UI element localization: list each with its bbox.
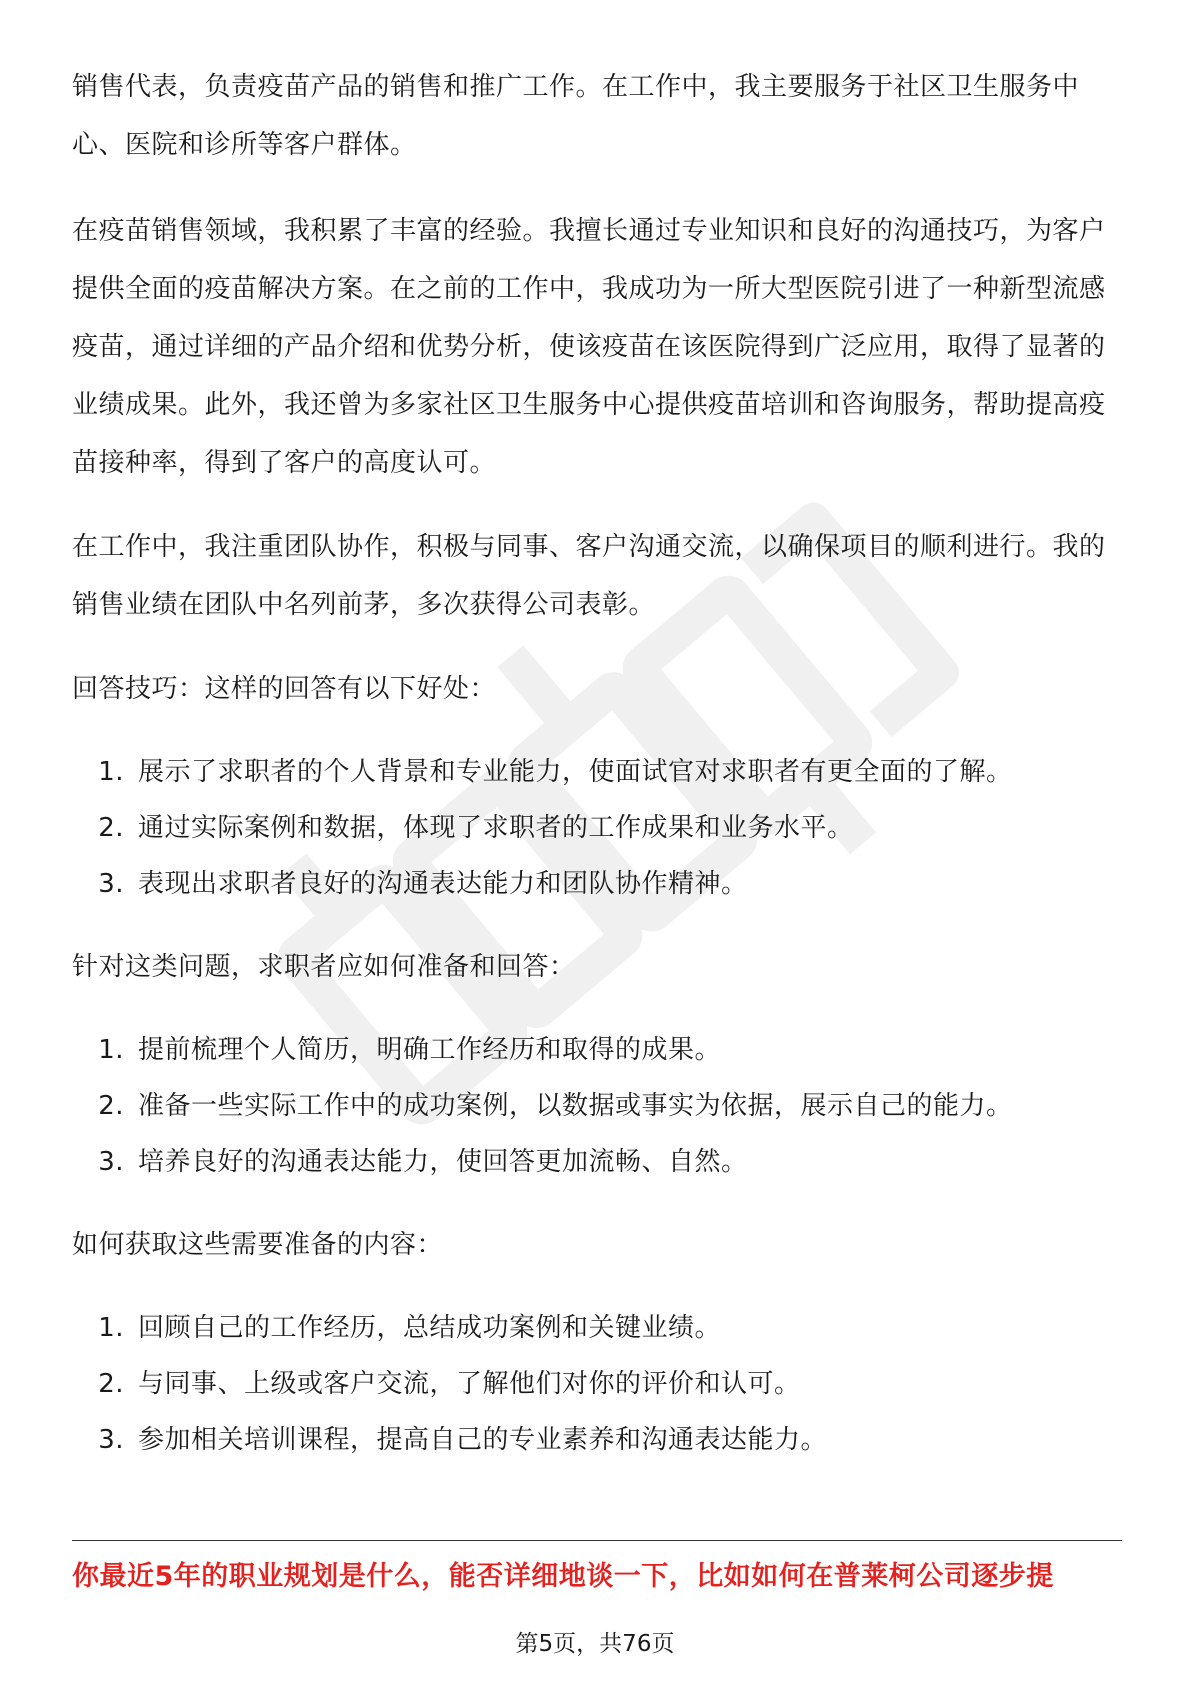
list-item: 3. 参加相关培训课程，提高自己的专业素养和沟通表达能力。 — [98, 1425, 828, 1455]
prep-heading: 针对这类问题，求职者应如何准备和回答： — [72, 952, 576, 982]
section-divider — [72, 1540, 1122, 1541]
intro-paragraph: 销售代表，负责疫苗产品的销售和推广工作。在工作中，我主要服务于社区卫生服务中心、医院和诊所等客户群体。 — [72, 72, 1080, 160]
list-item: 1. 展示了求职者的个人背景和专业能力，使面试官对求职者有更全面的了解。 — [98, 757, 1013, 787]
experience-paragraph: 在疫苗销售领域，我积累了丰富的经验。我擅长通过专业知识和良好的沟通技巧，为客户提供全面的疫苗解决方案。在之前的工作中，我成功为一所大型医院引进了一种新型流感疫苗，通过详细的产品介绍和优势分析，使该疫苗在该医院得到广泛应用，取得了显著的业绩成果。此外，我还曾为多家社区卫生服务中心提供疫苗培训和咨询服务，帮助提高疫苗接种率，得到了客户的高度认可。 — [72, 216, 1106, 478]
list-item: 3. 表现出求职者良好的沟通表达能力和团队协作精神。 — [98, 869, 748, 899]
next-question-heading: 你最近5年的职业规划是什么，能否详细地谈一下，比如如何在普莱柯公司逐步提 — [72, 1561, 1054, 1592]
prep-list — [72, 1022, 1122, 1190]
list-item: 3. 培养良好的沟通表达能力，使回答更加流畅、自然。 — [98, 1147, 748, 1177]
teamwork-paragraph: 在工作中，我注重团队协作，积极与同事、客户沟通交流，以确保项目的顺利进行。我的销售业绩在团队中名列前茅，多次获得公司表彰。 — [72, 532, 1106, 620]
body-content — [72, 58, 1122, 1494]
list-item: 1. 提前梳理个人简历，明确工作经历和取得的成果。 — [98, 1035, 722, 1065]
page-number: 第5页，共76页 — [515, 1631, 675, 1657]
tips-heading: 回答技巧：这样的回答有以下好处： — [72, 674, 497, 704]
tips-list — [72, 744, 1122, 912]
list-item: 2. 准备一些实际工作中的成功案例，以数据或事实为依据，展示自己的能力。 — [98, 1091, 1013, 1121]
list-item: 2. 通过实际案例和数据，体现了求职者的工作成果和业务水平。 — [98, 813, 854, 843]
source-list — [72, 1300, 1122, 1468]
list-item: 2. 与同事、上级或客户交流，了解他们对你的评价和认可。 — [98, 1369, 801, 1399]
list-item: 1. 回顾自己的工作经历，总结成功案例和关键业绩。 — [98, 1313, 722, 1343]
source-heading: 如何获取这些需要准备的内容： — [72, 1230, 444, 1260]
